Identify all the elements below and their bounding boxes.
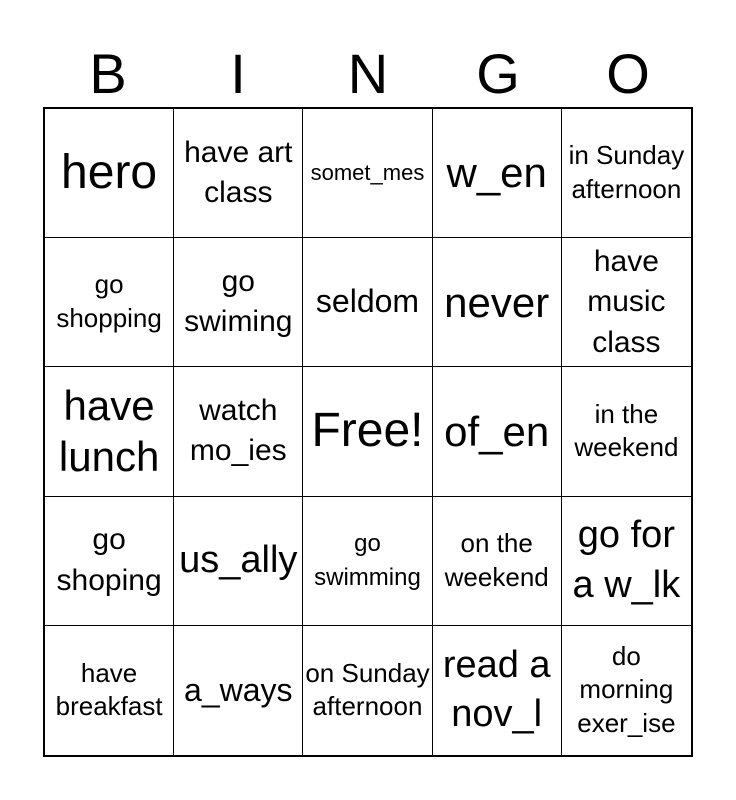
bingo-cell[interactable]	[433, 109, 562, 238]
bingo-cell[interactable]	[174, 626, 303, 755]
bingo-cell[interactable]	[303, 367, 432, 496]
cell-text: on Sunday afternoon	[305, 657, 430, 722]
bingo-cell[interactable]	[303, 109, 432, 238]
cell-text: seldom	[315, 283, 420, 320]
cell-text: go for a w_lk	[572, 514, 681, 606]
cell-text: have breakfast	[55, 657, 163, 722]
cell-text: on the weekend	[444, 527, 549, 592]
cell-text: go shoping	[56, 523, 162, 597]
bingo-cell[interactable]	[45, 626, 174, 755]
cell-text: w_en	[446, 149, 547, 197]
cell-text: us_ally	[179, 539, 298, 581]
bingo-cell[interactable]	[45, 367, 174, 496]
cell-text: somet_mes	[310, 160, 425, 185]
bingo-cell[interactable]	[174, 238, 303, 367]
cell-text: have music class	[587, 244, 666, 359]
bingo-header	[43, 40, 693, 108]
bingo-cell[interactable]	[433, 367, 562, 496]
bingo-cell[interactable]	[433, 626, 562, 755]
cell-text: read a nov_l	[442, 644, 551, 736]
cell-text: in Sunday afternoon	[568, 140, 685, 205]
header-letter-n: N	[347, 42, 389, 105]
bingo-cell[interactable]	[562, 238, 691, 367]
cell-text: Free!	[311, 404, 424, 458]
cell-text: in the weekend	[574, 398, 679, 463]
bingo-cell[interactable]	[303, 626, 432, 755]
cell-text: do morning exer_ise	[577, 640, 676, 739]
bingo-cell[interactable]	[174, 109, 303, 238]
cell-text: watch mo_ies	[189, 393, 287, 468]
bingo-cell[interactable]	[562, 497, 691, 626]
bingo-board	[43, 107, 693, 757]
bingo-cell[interactable]	[45, 238, 174, 367]
cell-text: have art class	[184, 135, 293, 210]
bingo-cell[interactable]	[303, 497, 432, 626]
cell-text: go swimming	[314, 529, 421, 591]
bingo-cell[interactable]	[562, 109, 691, 238]
bingo-cell[interactable]	[562, 626, 691, 755]
bingo-cell[interactable]	[45, 109, 174, 238]
cell-text: go shopping	[56, 269, 162, 334]
header-letter-o: O	[606, 42, 650, 105]
bingo-cell[interactable]	[303, 238, 432, 367]
bingo-cell[interactable]	[433, 238, 562, 367]
header-letter-i: I	[230, 42, 246, 105]
cell-text: go swiming	[184, 264, 293, 339]
cell-text: never	[444, 278, 550, 326]
cell-text: of_en	[444, 407, 550, 455]
bingo-cell[interactable]	[174, 497, 303, 626]
header-letter-b: B	[89, 42, 127, 105]
bingo-cell[interactable]	[45, 497, 174, 626]
cell-text: a_ways	[184, 671, 293, 708]
bingo-cell[interactable]	[562, 367, 691, 496]
header-letter-g: G	[476, 42, 520, 105]
bingo-cell[interactable]	[433, 497, 562, 626]
cell-text: have lunch	[58, 382, 160, 481]
bingo-cell[interactable]	[174, 367, 303, 496]
cell-text: hero	[61, 145, 158, 199]
